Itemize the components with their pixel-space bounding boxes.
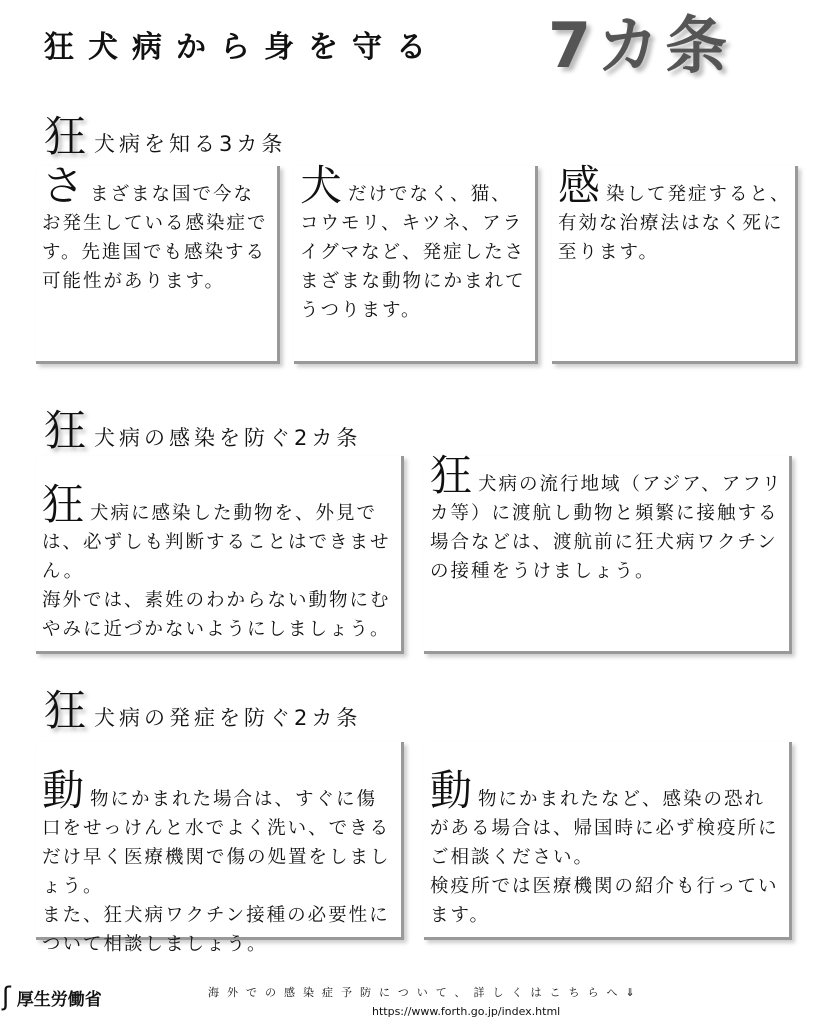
card-lead-char: 動 (42, 766, 87, 815)
section-heading-lead-char: 狂 (44, 686, 87, 735)
info-card (552, 161, 798, 364)
info-card (424, 742, 792, 940)
footer-url-link[interactable]: https://www.forth.go.jp/index.html (372, 1005, 561, 1018)
info-card (36, 161, 280, 364)
card-text (42, 458, 397, 644)
card-lead-char: 動 (430, 766, 475, 815)
info-card (294, 161, 538, 364)
ministry-logo (2, 982, 102, 1012)
card-lead-char: さ (42, 161, 87, 210)
card-lead-char: 感 (558, 161, 603, 210)
card-body: 染して発症すると、有効な治療法はなく死に至ります。 (558, 184, 791, 263)
info-card (424, 451, 792, 654)
info-card (36, 456, 404, 654)
card-lead-char: 狂 (42, 480, 87, 529)
card-text (300, 161, 531, 325)
card-body: 物にかまれたなど、感染の恐れがある場合は、帰国時に必ず検疫所にご相談ください。 検疫所では医療機関の紹介も行っています。 (430, 789, 779, 926)
card-text (42, 161, 273, 296)
card-body: 物にかまれた場合は、すぐに傷口をせっけんと水でよく洗い、できるだけ早く医療機関で傷の処置をしましょう。 また、狂犬病ワクチン接種の必要性について相談しましょう。 (42, 789, 391, 955)
card-body: 犬病に感染した動物を、外見では、必ずしも判断することはできません。 海外では、素姓のわからない動物にむやみに近づかないようにしましょう。 (42, 503, 391, 640)
section-heading-prevent-infection (44, 398, 361, 458)
card-text (430, 451, 785, 586)
poster-title: 狂犬病から身を守る (44, 30, 440, 65)
ministry-logo-icon: ʃ (2, 982, 11, 1012)
section-heading-text: 犬病の発症を防ぐ2カ条 (94, 706, 362, 730)
section-heading-lead-char: 狂 (44, 112, 87, 161)
card-body: だけでなく、猫、コウモリ、キツネ、アライグマなど、発症したさまざまな動物にかまれてうつります。 (300, 184, 526, 321)
card-text (430, 744, 785, 930)
card-lead-char: 犬 (300, 161, 345, 210)
card-body: まざまな国で今なお発生している感染症です。先進国でも感染する可能性があります。 (42, 184, 268, 292)
info-card (36, 742, 404, 955)
section-heading-text: 犬病の感染を防ぐ2カ条 (94, 426, 362, 450)
card-text (558, 161, 791, 267)
ministry-name: 厚生労働省 (16, 989, 102, 1010)
card-lead-char: 狂 (430, 451, 475, 500)
section-heading-text: 犬病を知る3カ条 (94, 132, 287, 156)
footer-note: 海外での感染症予防について、詳しくはこちらへ⇓ (208, 986, 643, 999)
section-heading-prevent-onset (44, 678, 361, 738)
section-heading-know (44, 104, 286, 164)
card-text (42, 744, 397, 959)
section-heading-lead-char: 狂 (44, 406, 87, 455)
card-body: 犬病の流行地域（アジア、アフリカ等）に渡航し動物と頻繁に接触する場合などは、渡航前に狂犬病ワクチンの接種をうけましょう。 (430, 474, 783, 582)
poster-title-7-articles: 7カ条 (548, 9, 734, 82)
